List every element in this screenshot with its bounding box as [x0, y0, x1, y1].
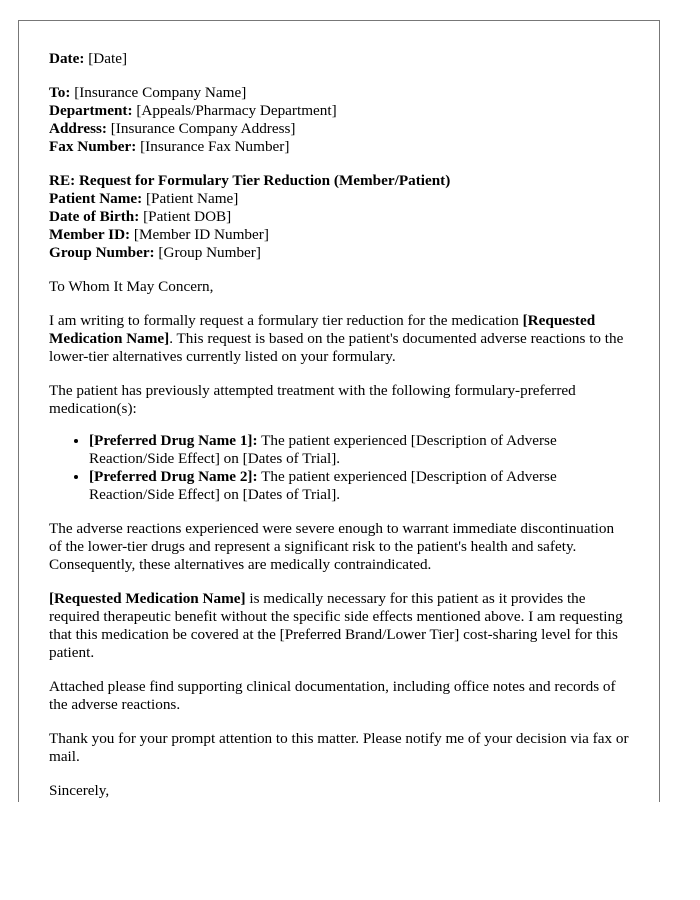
recipient-block: [49, 84, 629, 156]
preferred-drug-reaction: The patient experienced [Description of Adverse Reaction/Side Effect] on [Dates of Trial].: [89, 468, 557, 503]
list-item: [89, 468, 629, 504]
paragraph-request: [49, 312, 629, 366]
address-line: [49, 120, 629, 138]
date-block: [49, 50, 629, 68]
to-value: [Insurance Company Name]: [74, 84, 247, 101]
fax-value: [Insurance Fax Number]: [140, 138, 290, 155]
requested-medication-name: [Requested Medication Name]: [49, 312, 596, 347]
salutation: To Whom It May Concern,: [49, 278, 214, 295]
patient-name-line: [49, 190, 629, 208]
preferred-drug-name: [Preferred Drug Name 2]:: [89, 468, 258, 485]
department-line: [49, 102, 629, 120]
group-line: [49, 244, 629, 262]
date-label: Date:: [49, 50, 85, 67]
patient-name-value: [Patient Name]: [146, 190, 239, 207]
paragraph-medical-necessity-rest: is medically necessary for this patient as it provides the required therapeutic benefit without the specific side effects mentioned above. I am requesting that this medication be covered at the [Preferred Brand/Lower Tier] cost-sharing level for this patient.: [49, 590, 623, 661]
dob-value: [Patient DOB]: [143, 208, 232, 225]
closing: Sincerely,: [49, 782, 110, 799]
member-id-value: [Member ID Number]: [133, 226, 269, 243]
re-subject: RE: Request for Formulary Tier Reduction (Member/Patient): [49, 172, 451, 189]
paragraph-adverse-reactions: The adverse reactions experienced were severe enough to warrant immediate discontinuation of the lower-tier drugs and represent a significant risk to the patient's health and safety. Consequently, these alternatives are medically contraindicated.: [49, 520, 615, 573]
preferred-drugs-list: [49, 432, 629, 504]
fax-label: Fax Number:: [49, 138, 137, 155]
re-block: [49, 172, 629, 262]
fax-line: [49, 138, 629, 156]
paragraph-attachments: Attached please find supporting clinical documentation, including office notes and records of the adverse reactions.: [49, 678, 616, 713]
dob-line: [49, 208, 629, 226]
to-label: To:: [49, 84, 71, 101]
department-label: Department:: [49, 102, 133, 119]
address-value: [Insurance Company Address]: [110, 120, 296, 137]
paragraph-prior-treatment: The patient has previously attempted treatment with the following formulary-preferred medication(s):: [49, 382, 576, 417]
member-id-label: Member ID:: [49, 226, 131, 243]
paragraph-medical-necessity: [49, 590, 629, 662]
preferred-drug-name: [Preferred Drug Name 1]:: [89, 432, 258, 449]
department-value: [Appeals/Pharmacy Department]: [136, 102, 337, 119]
dob-label: Date of Birth:: [49, 208, 140, 225]
patient-name-label: Patient Name:: [49, 190, 143, 207]
group-value: [Group Number]: [158, 244, 261, 261]
re-line: [49, 172, 629, 190]
address-label: Address:: [49, 120, 107, 137]
group-label: Group Number:: [49, 244, 155, 261]
paragraph-request-rest: . This request is based on the patient's documented adverse reactions to the lower-tier alternatives currently listed on your formulary.: [49, 330, 624, 365]
requested-medication-name: [Requested Medication Name]: [49, 590, 246, 607]
to-line: [49, 84, 629, 102]
date-line: [49, 50, 629, 68]
paragraph-request-intro: I am writing to formally request a formulary tier reduction for the medication: [49, 312, 523, 329]
preferred-drug-reaction: The patient experienced [Description of Adverse Reaction/Side Effect] on [Dates of Trial].: [89, 432, 557, 467]
member-id-line: [49, 226, 629, 244]
date-value: [Date]: [88, 50, 128, 67]
list-item: [89, 432, 629, 468]
letter-page: [18, 20, 660, 802]
paragraph-thanks: Thank you for your prompt attention to this matter. Please notify me of your decision via fax or mail.: [49, 730, 629, 765]
